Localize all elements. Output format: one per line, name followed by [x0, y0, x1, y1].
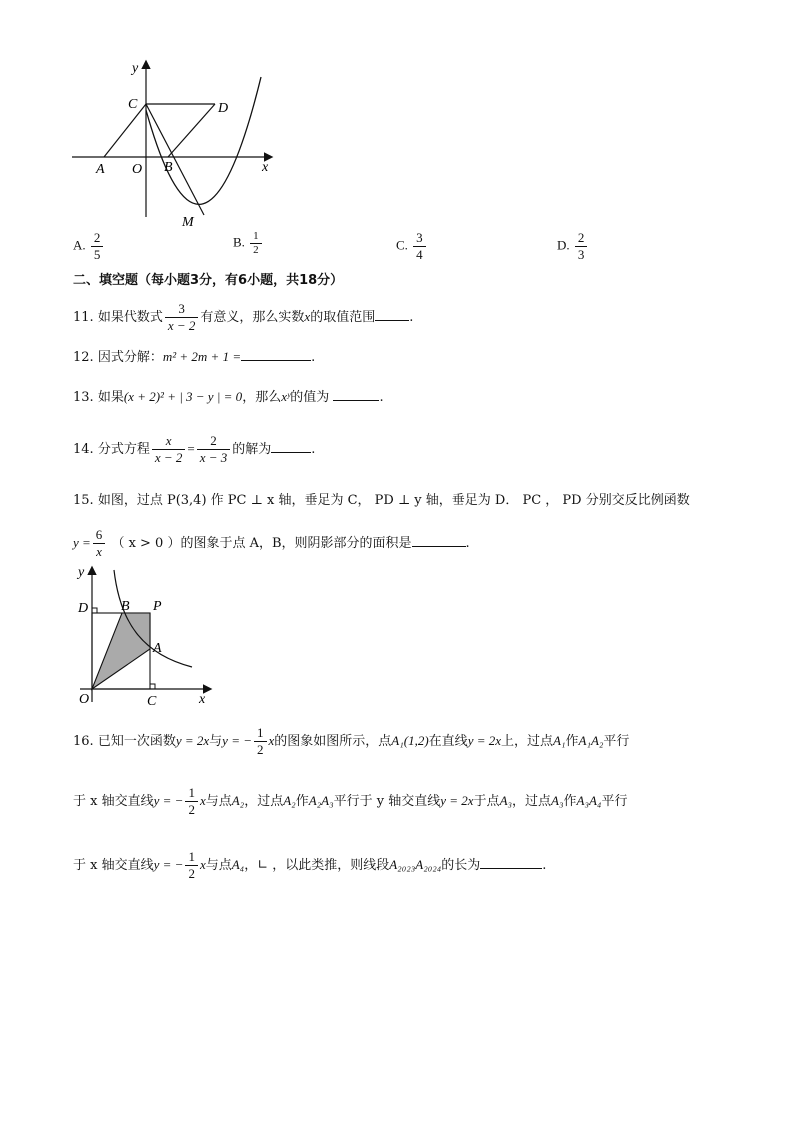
q16-period: . [542, 858, 547, 873]
q15-line2: （ x > 0 ）的图象于点 A，B，则阴影部分的面积是 [111, 536, 412, 551]
label2-A: A [153, 641, 162, 656]
q13-expr: (x + 2)² + | 3 − y | = 0 [123, 389, 243, 404]
segment-CM [146, 104, 204, 215]
q16-l1-g: 平行 [603, 734, 630, 749]
q16-l1-f2-rhs: x [268, 733, 275, 748]
q14-text-end: 的解为 [232, 442, 272, 457]
q15-func-den: x [96, 544, 102, 559]
q14-rhs-den: x − 3 [199, 450, 228, 465]
q16-l3-a: 于 x 轴交直线 [73, 858, 154, 873]
q16-answer-blank[interactable] [480, 854, 542, 869]
option-a-label: A. [73, 237, 86, 253]
q16-l3-d: 的长为 [441, 858, 481, 873]
q11-frac-num: 3 [165, 301, 199, 318]
q16-l2-f3: y = 2x [440, 793, 474, 808]
option-a-den: 5 [93, 247, 101, 262]
label2-y: y [78, 565, 85, 580]
q15-answer-blank[interactable] [412, 532, 466, 547]
right-angle-D [92, 608, 97, 613]
q16-l1-pt: A₁(1,2) [391, 733, 429, 748]
label2-O: O [79, 692, 90, 707]
question-16-line-3 [73, 848, 546, 883]
q16-number: 16. [73, 734, 94, 749]
q16-l1-f3: y = 2x [467, 733, 501, 748]
q12-number: 12. [73, 350, 94, 365]
question-11 [73, 300, 413, 335]
q14-lhs-num: x [152, 433, 186, 450]
option-c[interactable] [396, 230, 428, 263]
q14-lhs-den: x − 2 [154, 450, 183, 465]
q13-power: xʸ [281, 389, 291, 404]
q16-l3-b: 与点 [205, 858, 232, 873]
label2-P: P [153, 599, 162, 614]
q11-text-end: 的取值范围 [310, 310, 376, 325]
label2-B: B [121, 599, 130, 614]
q12-text: 因式分解： [97, 350, 163, 365]
label2-C: C [147, 694, 157, 709]
option-d-label: D. [557, 237, 570, 253]
label-x: x [262, 160, 269, 175]
figure-hyperbola-shaded [72, 562, 218, 710]
label2-D: D [78, 601, 89, 616]
option-d-num: 2 [575, 230, 588, 247]
q16-l2-a: 于 x 轴交直线 [73, 794, 154, 809]
q14-answer-blank[interactable] [271, 438, 311, 453]
q16-l1-d: 在直线 [428, 734, 468, 749]
q16-l2-seg: A₂A₃ [308, 793, 334, 808]
question-13 [73, 386, 384, 409]
option-a-num: 2 [91, 230, 104, 247]
q16-l2-p5: A₃ [551, 793, 564, 808]
label-M: M [182, 215, 194, 230]
q16-l2-f: 于点 [473, 794, 500, 809]
q11-text-after: 有意义，那么实数 [200, 310, 305, 325]
q16-l2-seg2: A₃A₄ [576, 793, 602, 808]
q16-l2-g: ，过点 [512, 794, 552, 809]
q15-number: 15. [73, 493, 94, 508]
q16-l3-num: 1 [185, 849, 198, 866]
q16-l2-i: 平行 [601, 794, 628, 809]
q16-l3-c: ，∟ ，以此类推，则线段 [244, 858, 390, 873]
q13-answer-blank[interactable] [333, 386, 379, 401]
q16-l3-f-rhs: x [199, 857, 206, 872]
q11-answer-blank[interactable] [375, 306, 409, 321]
label2-x: x [199, 692, 206, 707]
section-title: 二、填空题（每小题3分，有6小题，共18分） [73, 273, 344, 288]
question-16-line-1 [73, 724, 629, 759]
option-b-num: 1 [250, 230, 262, 244]
q14-number: 14. [73, 442, 94, 457]
q16-l2-f-lhs: y = − [153, 793, 184, 808]
q12-expr: m² + 2m + 1 = [162, 349, 242, 364]
shaded-region-OBPA [92, 613, 150, 689]
q16-l2-p2: A₂ [231, 793, 245, 808]
q16-l2-h: 作 [563, 794, 577, 809]
option-b-label: B. [233, 234, 245, 250]
q16-l1-e: 上，过点 [501, 734, 554, 749]
question-15-line-2 [73, 526, 470, 561]
q11-frac-den: x − 2 [167, 318, 196, 333]
label-B: B [164, 160, 173, 175]
q16-l2-p3: A₂ [283, 793, 296, 808]
label-C: C [128, 97, 138, 112]
option-c-num: 3 [413, 230, 426, 247]
q16-l2-den: 2 [188, 802, 195, 817]
segment-DB [168, 104, 215, 157]
q16-l2-b: 与点 [205, 794, 232, 809]
q15-func-num: 6 [93, 527, 106, 544]
label-y: y [132, 61, 139, 76]
q16-l1-b: 与 [209, 734, 223, 749]
q16-l3-p: A₄ [231, 857, 245, 872]
option-b[interactable] [233, 230, 264, 257]
option-b-den: 2 [253, 244, 259, 256]
q16-l1-f1: y = 2x [175, 733, 210, 748]
q15-line1: 如图，过点 P(3,4) 作 PC ⊥ x 轴，垂足为 C， PD ⊥ y 轴，垂足为 D． PC ， PD 分别交反比例函数 [97, 493, 690, 508]
q16-l2-e: 平行于 y 轴交直线 [333, 794, 441, 809]
q16-l2-p4: A₃ [499, 793, 513, 808]
question-15-line-1 [73, 490, 690, 512]
q14-text: 分式方程 [97, 442, 150, 457]
q16-l3-den: 2 [188, 866, 195, 881]
label-D: D [218, 101, 229, 116]
q15-period: . [465, 536, 470, 551]
q11-text-before: 如果代数式 [97, 310, 163, 325]
q14-rhs-num: 2 [197, 433, 231, 450]
option-c-den: 4 [416, 247, 423, 262]
q13-text-mid: ，那么 [242, 390, 282, 405]
parabola-curve [146, 77, 261, 204]
q16-l1-f: 作 [565, 734, 579, 749]
q13-number: 13. [73, 390, 94, 405]
q16-l2-f-rhs: x [199, 793, 206, 808]
q15-func-lhs: y = [73, 535, 91, 550]
q16-l1-f2-num: 1 [254, 725, 267, 742]
q16-l1-c: 的图象如图所示，点 [274, 734, 392, 749]
q16-l2-num: 1 [185, 785, 198, 802]
q16-l1-p1: A₁ [553, 733, 566, 748]
q13-text-end: 的值为 [290, 390, 330, 405]
option-a[interactable] [73, 230, 105, 263]
option-d[interactable] [557, 230, 589, 263]
question-12 [73, 346, 315, 369]
q11-period: . [409, 310, 414, 325]
q16-l3-f-lhs: y = − [153, 857, 184, 872]
q11-var: x [304, 309, 311, 324]
right-angle-C [150, 684, 155, 689]
q11-number: 11. [73, 310, 94, 325]
q13-text: 如果 [97, 390, 124, 405]
question-14 [73, 432, 315, 467]
q14-eq: = [187, 441, 195, 456]
q16-l2-d: 作 [295, 794, 309, 809]
label-O: O [132, 162, 143, 177]
q16-l3-seg: A₂₀₂₃A₂₀₂₄ [389, 857, 442, 872]
q16-l2-c: ，过点 [244, 794, 284, 809]
segment-AC [104, 104, 146, 157]
q16-l1-f2-den: 2 [257, 742, 264, 757]
figure-parabola-graph [66, 52, 286, 232]
q12-answer-blank[interactable] [241, 346, 311, 361]
q14-period: . [311, 442, 316, 457]
q12-period: . [311, 350, 316, 365]
option-d-den: 3 [577, 247, 585, 262]
q16-l1-a: 已知一次函数 [97, 734, 176, 749]
option-c-label: C. [396, 237, 408, 253]
label-A: A [96, 162, 105, 177]
q16-l1-seg: A₁A₂ [578, 733, 604, 748]
question-16-line-2 [73, 784, 627, 819]
q16-l1-f2-lhs: y = − [222, 733, 252, 748]
q13-period: . [379, 390, 384, 405]
